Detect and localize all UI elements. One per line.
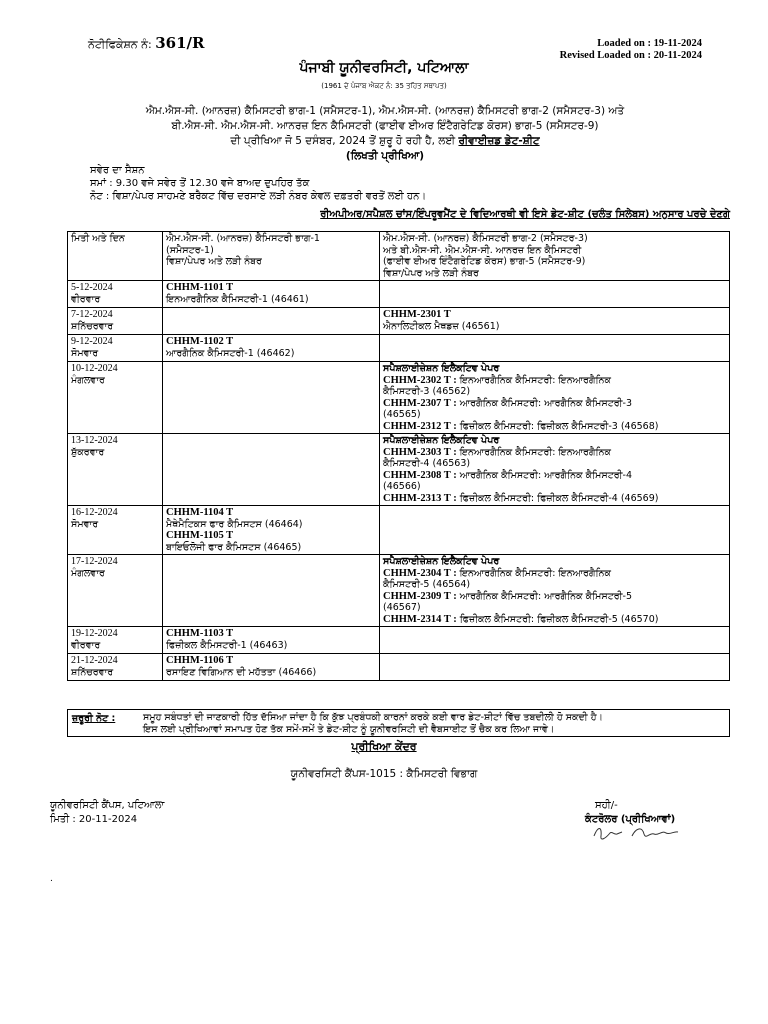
paper-code: CHHM-2308 T : [383, 469, 457, 481]
paper-name: (46566) [383, 481, 421, 492]
header-part2-line: ਵਿਸ਼ਾ/ਪੇਪਰ ਅਤੇ ਲੜੀ ਨੰਬਰ [383, 267, 479, 279]
exam-schedule-table [67, 231, 730, 681]
header-part1 [163, 232, 380, 281]
paper-name: ਆਰਗੈਨਿਕ ਕੈਮਿਸਟਰੀ-1 (46462) [166, 347, 295, 359]
header-part1-line: (ਸਮੈਸਟਰ-1) [166, 244, 214, 256]
notification-no: 361/R [155, 34, 205, 52]
exam-day: ਸ਼ਨਿੱਚਰਵਾਰ [71, 320, 114, 332]
paper-name: (46567) [383, 602, 421, 613]
paper-code: CHHM-2312 T : [383, 420, 457, 432]
paper-code: CHHM-1106 T [166, 655, 234, 666]
part1-cell [163, 434, 380, 506]
important-note-text [143, 712, 723, 736]
paper-name: ਮੈਥੇਮੈਟਿਕਸ ਫਾਰ ਕੈਮਿਸਟਸ (46464) [166, 518, 303, 530]
table-row [68, 627, 730, 654]
session-title: ਸਵੇਰ ਦਾ ਸੈਸ਼ਨ [90, 165, 145, 176]
issue-place-date [50, 799, 164, 827]
important-note [67, 709, 730, 737]
load-dates [560, 38, 702, 62]
date-cell [68, 654, 163, 681]
written-exam-label: (ਲਿਖਤੀ ਪ੍ਰੀਖਿਆ) [345, 150, 425, 162]
exam-day: ਸੋਮਵਾਰ [71, 347, 99, 359]
date-cell [68, 362, 163, 434]
notification-label: ਨੋਟੀਫਿਕੇਸ਼ਨ ਨੰ: [88, 38, 152, 51]
paper-code: CHHM-1102 T [166, 336, 234, 347]
revised-datesheet-label: ਰੀਵਾਈਜ਼ਡ ਡੇਟ-ਸ਼ੀਟ [458, 135, 540, 147]
exam-date: 16-12-2024 [71, 507, 118, 518]
exam-centre-title: ਪ੍ਰੀਖਿਆ ਕੇਂਦਰ [351, 740, 417, 753]
heading-line-3 [60, 134, 710, 149]
paper-name: ਰਸਾਇਣ ਵਿਗਿਆਨ ਦੀ ਮਹੱਤਤਾ (46466) [166, 666, 317, 678]
exam-day: ਵੀਰਵਾਰ [71, 293, 101, 305]
paper-name: ਬਾਇਓਲੋਜੀ ਫਾਰ ਕੈਮਿਸਟਸ (46465) [166, 541, 302, 553]
paper-name: ਇਨਆਰਗੈਨਿਕ ਕੈਮਿਸਟਰੀ: ਇਨਆਰਗੈਨਿਕ [459, 567, 611, 579]
part1-cell [163, 627, 380, 654]
specialization-heading: ਸਪੈਸ਼ਲਾਈਜ਼ੇਸ਼ਨ ਇਲੈਕਟਿਵ ਪੇਪਰ [383, 556, 500, 567]
issue-place: ਯੂਨੀਵਰਸਿਟੀ ਕੈਂਪਸ, ਪਟਿਆਲਾ [50, 800, 165, 811]
paper-code: CHHM-2304 T : [383, 567, 457, 579]
notification-number [88, 34, 205, 52]
paper-name: ਫਿਜ਼ੀਕਲ ਕੈਮਿਸਟਰੀ: ਫਿਜ਼ੀਕਲ ਕੈਮਿਸਟਰੀ-5 (46570) [459, 613, 659, 625]
header-part1-line: ਵਿਸ਼ਾ/ਪੇਪਰ ਅਤੇ ਲੜੀ ਨੰਬਰ [166, 256, 262, 267]
paper-code: CHHM-1104 T [166, 507, 234, 518]
header-part2-line: ਅਤੇ ਬੀ.ਐਸ-ਸੀ. ਐਮ.ਐਸ-ਸੀ. ਆਨਰਜ਼ ਇਨ ਕੈਮਿਸਟਰੀ [383, 244, 582, 256]
part1-cell [163, 362, 380, 434]
date-cell [68, 434, 163, 506]
exam-date: 5-12-2024 [71, 282, 113, 293]
part2-cell [380, 308, 730, 335]
part1-cell [163, 281, 380, 308]
exam-day: ਮੰਗਲਵਾਰ [71, 374, 105, 386]
important-note-line: ਸਮੂਹ ਸਬੰਧਤਾਂ ਦੀ ਜਾਣਕਾਰੀ ਹਿੱਤ ਦੱਸਿਆ ਜਾਂਦਾ ਹੈ ਕਿ ਕੁੱਝ ਪ੍ਰਬੰਧਕੀ ਕਾਰਨਾਂ ਕਰਕੇ ਕਈ ਵਾਰ ਡੇਟ-ਸ਼ੀਟਾਂ ਵਿੱਚ ਤਬਦੀਲੀ ਹੋ ਸਕਦੀ ਹੈ। [143, 712, 603, 723]
part2-cell [380, 627, 730, 654]
paper-code: CHHM-2303 T : [383, 446, 457, 458]
part1-cell [163, 555, 380, 627]
header-part1-line: ਐਮ.ਐਸ-ਸੀ. (ਆਨਰਜ਼) ਕੈਮਿਸਟਰੀ ਭਾਗ-1 [166, 233, 320, 244]
part2-cell [380, 506, 730, 555]
important-note-line: ਇਸ ਲਈ ਪ੍ਰੀਖਿਆਵਾਂ ਸਮਾਪਤ ਹੋਣ ਤੱਕ ਸਮੇਂ-ਸਮੇਂ ਤੇ ਡੇਟ-ਸ਼ੀਟ ਨੂੰ ਯੂਨੀਵਰਸਿਟੀ ਦੀ ਵੈਬਸਾਈਟ ਤੋਂ ਚੈਕ ਕਰ ਲਿਆ ਜਾਵੇ। [143, 724, 555, 735]
session-note: ਨੋਟ : ਵਿਸ਼ਾ/ਪੇਪਰ ਸਾਹਮਣੇ ਬਰੈਕਟ ਵਿੱਚ ਦਰਸਾਏ ਲੜੀ ਨੰਬਰ ਕੇਵਲ ਦਫ਼ਤਰੀ ਵਰਤੋਂ ਲਈ ਹਨ। [90, 191, 427, 202]
date-cell [68, 308, 163, 335]
date-cell [68, 627, 163, 654]
session-info [90, 164, 426, 203]
exam-date: 21-12-2024 [71, 655, 118, 666]
stray-mark: . [50, 874, 53, 884]
part2-cell [380, 281, 730, 308]
paper-code: CHHM-2313 T : [383, 492, 457, 504]
paper-name: ਆਰਗੈਨਿਕ ਕੈਮਿਸਟਰੀ: ਆਰਗੈਨਿਕ ਕੈਮਿਸਟਰੀ-3 [459, 397, 633, 409]
exam-date: 17-12-2024 [71, 556, 118, 567]
established-note: (1961 ਦੇ ਪੰਜਾਬ ਐਕਟ ਨੰ: 35 ਤਹਿਤ ਸਥਾਪਤ) [321, 82, 447, 90]
paper-name: ਇਨਆਰਗੈਨਿਕ ਕੈਮਿਸਟਰੀ: ਇਨਆਰਗੈਨਿਕ [459, 374, 611, 386]
paper-code: CHHM-1101 T [166, 282, 234, 293]
paper-code: CHHM-2309 T : [383, 590, 457, 602]
paper-code: CHHM-2314 T : [383, 613, 457, 625]
reappear-note: ਰੀਅਪੀਅਰ/ਸਪੈਸ਼ਲ ਚਾਂਸ/ਇੰਪਰੂਵਮੈਂਟ ਦੇ ਵਿਦਿਆਰਥੀ ਵੀ ਇਸੇ ਡੇਟ-ਸ਼ੀਟ (ਚਲੰਤ ਸਿਲੇਬਸ) ਅਨੁਸਾਰ ਪਰਚੇ ਦੇਣਗੇ [320, 209, 730, 220]
part1-cell [163, 506, 380, 555]
part2-cell [380, 335, 730, 362]
table-row [68, 335, 730, 362]
exam-date: 7-12-2024 [71, 309, 113, 320]
table-row [68, 506, 730, 555]
exam-date: 13-12-2024 [71, 435, 118, 446]
part2-cell [380, 555, 730, 627]
controller-title: ਕੰਟਰੋਲਰ (ਪ੍ਰੀਖਿਆਵਾਂ) [585, 814, 676, 825]
paper-name: ਕੈਮਿਸਟਰੀ-5 (46564) [383, 579, 471, 590]
paper-name: ਫਿਜ਼ੀਕਲ ਕੈਮਿਸਟਰੀ: ਫਿਜ਼ੀਕਲ ਕੈਮਿਸਟਰੀ-3 (46568) [459, 420, 659, 432]
signed-label: ਸਹੀ/- [595, 800, 618, 811]
header-part2-line: ਐਮ.ਐਸ-ਸੀ. (ਆਨਰਜ਼) ਕੈਮਿਸਟਰੀ ਭਾਗ-2 (ਸਮੈਸਟਰ-3) [383, 233, 588, 244]
table-header-row [68, 232, 730, 281]
exam-day: ਸੋਮਵਾਰ [71, 518, 99, 530]
revised-loaded-on: Revised Loaded on : 20-11-2024 [559, 50, 702, 61]
paper-code: CHHM-1105 T [166, 530, 234, 541]
paper-name: ਇਨਆਰਗੈਨਿਕ ਕੈਮਿਸਟਰੀ: ਇਨਆਰਗੈਨਿਕ [459, 446, 611, 458]
handwritten-signature [592, 822, 682, 850]
part1-cell [163, 335, 380, 362]
date-cell [68, 555, 163, 627]
table-row [68, 281, 730, 308]
paper-code: CHHM-2302 T : [383, 374, 457, 386]
exam-day: ਸ਼ੁੱਕਰਵਾਰ [71, 446, 105, 458]
part2-cell [380, 362, 730, 434]
paper-code: CHHM-1103 T [166, 628, 234, 639]
header-date-day: ਮਿਤੀ ਅਤੇ ਦਿਨ [68, 232, 163, 281]
session-time: ਸਮਾਂ : 9.30 ਵਜੇ ਸਵੇਰ ਤੋਂ 12.30 ਵਜੇ ਬਾਅਦ ਦੁਪਹਿਰ ਤੱਕ [90, 178, 310, 189]
exam-day: ਸ਼ਨਿੱਚਰਵਾਰ [71, 666, 114, 678]
paper-name: ਇਨਆਰਗੈਨਿਕ ਕੈਮਿਸਟਰੀ-1 (46461) [166, 293, 309, 305]
table-row [68, 434, 730, 506]
exam-day: ਮੰਗਲਵਾਰ [71, 567, 105, 579]
part1-cell [163, 308, 380, 335]
table-row [68, 654, 730, 681]
header-part2 [380, 232, 730, 281]
part2-cell [380, 654, 730, 681]
issue-date: ਮਿਤੀ : 20-11-2024 [50, 814, 138, 825]
heading-line-1: ਐਮ.ਐਸ-ਸੀ. (ਆਨਰਜ਼) ਕੈਮਿਸਟਰੀ ਭਾਗ-1 (ਸਮੈਸਟਰ-1), ਐਮ.ਐਸ-ਸੀ. (ਆਨਰਜ਼) ਕੈਮਿਸਟਰੀ ਭਾਗ-2 (ਸਮੈਸਟਰ-3) ਅਤੇ [145, 105, 625, 117]
paper-name: ਆਰਗੈਨਿਕ ਕੈਮਿਸਟਰੀ: ਆਰਗੈਨਿਕ ਕੈਮਿਸਟਰੀ-4 [459, 469, 633, 481]
loaded-on: Loaded on : 19-11-2024 [597, 38, 702, 49]
paper-code: CHHM-2301 T [383, 309, 451, 320]
exam-date: 19-12-2024 [71, 628, 118, 639]
exam-date: 9-12-2024 [71, 336, 113, 347]
paper-name: ਕੈਮਿਸਟਰੀ-4 (46563) [383, 458, 471, 469]
table-row [68, 555, 730, 627]
datesheet-heading [60, 104, 710, 164]
table-row [68, 308, 730, 335]
exam-centre-campus: ਯੂਨੀਵਰਸਿਟੀ ਕੈਂਪਸ-1015 : ਕੈਮਿਸਟਰੀ ਵਿਭਾਗ [290, 768, 478, 780]
paper-name: (46565) [383, 409, 421, 420]
header-part2-line: (ਫਾਈਵ ਈਅਰ ਇੰਟੈਗਰੇਟਿਡ ਕੋਰਸ) ਭਾਗ-5 (ਸਮੈਸਟਰ-9) [383, 256, 586, 267]
paper-code: CHHM-2307 T : [383, 397, 457, 409]
paper-name: ਐਨਾਲਿਟੀਕਲ ਮੈਥਡਜ਼ (46561) [383, 320, 500, 332]
date-cell [68, 506, 163, 555]
important-note-label: ਜ਼ਰੂਰੀ ਨੋਟ : [72, 713, 116, 724]
date-cell [68, 281, 163, 308]
part1-cell [163, 654, 380, 681]
specialization-heading: ਸਪੈਸ਼ਲਾਈਜ਼ੇਸ਼ਨ ਇਲੈਕਟਿਵ ਪੇਪਰ [383, 363, 500, 374]
exam-day: ਵੀਰਵਾਰ [71, 639, 101, 651]
paper-name: ਫਿਜ਼ੀਕਲ ਕੈਮਿਸਟਰੀ-1 (46463) [166, 639, 288, 651]
paper-name: ਕੈਮਿਸਟਰੀ-3 (46562) [383, 386, 471, 397]
heading-line-3-text: ਦੀ ਪ੍ਰੀਖਿਆ ਜੋ 5 ਦਸੰਬਰ, 2024 ਤੋਂ ਸ਼ੁਰੂ ਹੋ ਰਹੀ ਹੈ, ਲਈ [230, 135, 456, 147]
paper-name: ਆਰਗੈਨਿਕ ਕੈਮਿਸਟਰੀ: ਆਰਗੈਨਿਕ ਕੈਮਿਸਟਰੀ-5 [459, 590, 633, 602]
exam-date: 10-12-2024 [71, 363, 118, 374]
heading-line-2: ਬੀ.ਐਸ-ਸੀ. ਐਮ.ਐਸ-ਸੀ. ਆਨਰਜ਼ ਇਨ ਕੈਮਿਸਟਰੀ (ਫਾਈਵ ਈਅਰ ਇੰਟੈਗਰੇਟਿਡ ਕੋਰਸ) ਭਾਗ-5 (ਸਮੈਸਟਰ-9) [171, 120, 599, 132]
university-title: ਪੰਜਾਬੀ ਯੂਨੀਵਰਸਿਟੀ, ਪਟਿਆਲਾ [299, 60, 469, 76]
specialization-heading: ਸਪੈਸ਼ਲਾਈਜ਼ੇਸ਼ਨ ਇਲੈਕਟਿਵ ਪੇਪਰ [383, 435, 500, 446]
paper-name: ਫਿਜ਼ੀਕਲ ਕੈਮਿਸਟਰੀ: ਫਿਜ਼ੀਕਲ ਕੈਮਿਸਟਰੀ-4 (46569) [459, 492, 659, 504]
table-row [68, 362, 730, 434]
part2-cell [380, 434, 730, 506]
date-cell [68, 335, 163, 362]
